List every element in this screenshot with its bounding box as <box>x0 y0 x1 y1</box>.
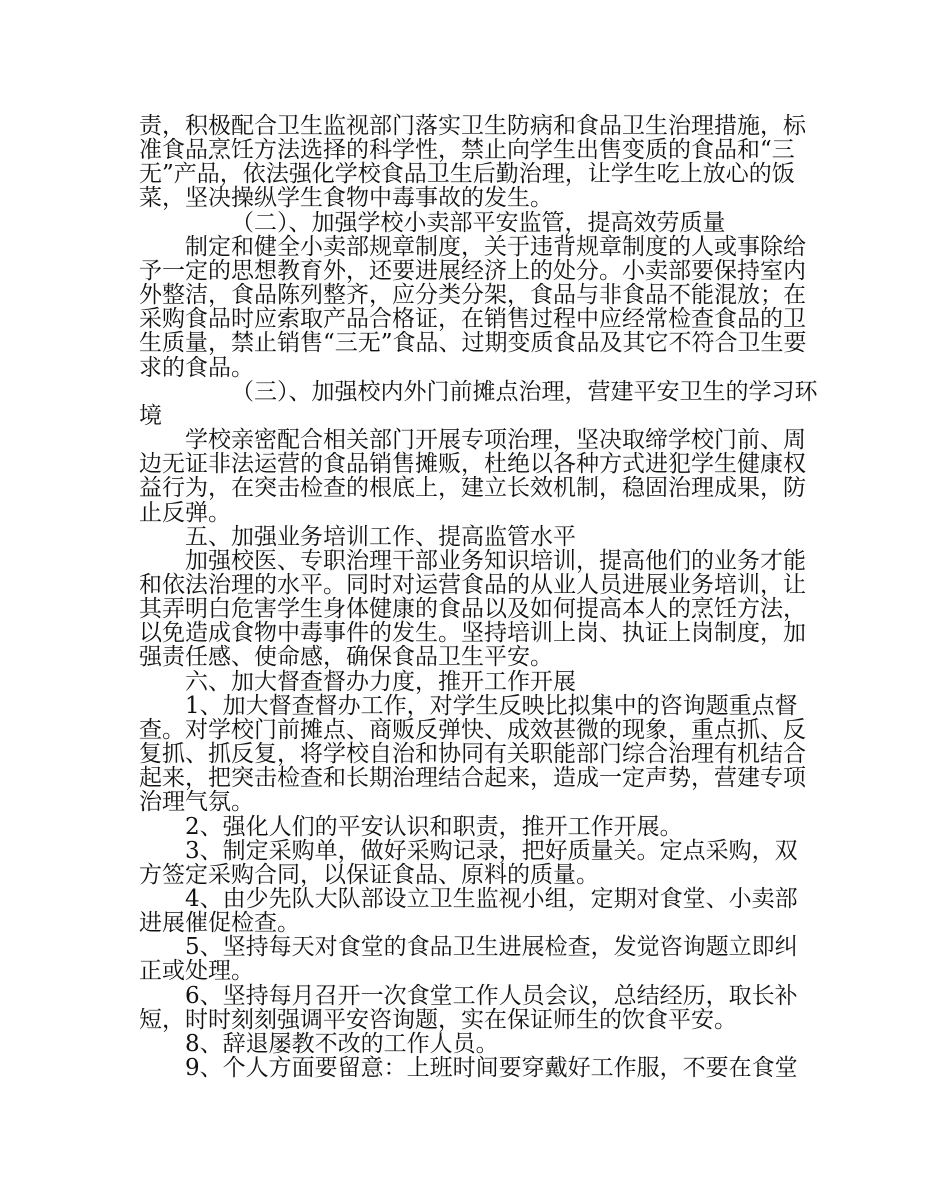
paragraph: 责，积极配合卫生监视部门落实卫生防病和食品卫生治理措施，标准食品烹饪方法选择的科学性，禁止向学生出售变质的食品和“三无”产品，依法强化学校食品卫生后勤治理，让学生吃上放心的饭菜，坚决操纵学生食物中毒事故的发生。 <box>139 113 806 212</box>
paragraph: 学校亲密配合相关部门开展专项治理，坚决取缔学校门前、周边无证非法运营的食品销售摊贩，杜绝以各种方式进犯学生健康权益行为，在突击检查的根底上，建立长效机制，稳固治理成果，防止反弹。 <box>139 427 806 526</box>
paragraph: 2、强化人们的平安认识和职责，推开工作开展。 <box>185 813 683 840</box>
paragraph: 6、坚持每月召开一次食堂工作人员会议，总结经历，取长补短，时时刻刻强调平安咨询题，实在保证师生的饮食平安。 <box>139 982 798 1033</box>
paragraph: 5、坚持每天对食堂的食品卫生进展检查，发觉咨询题立即纠正或处理。 <box>139 934 798 985</box>
paragraph: 9、个人方面要留意：上班时间要穿戴好工作服，不要在食堂 <box>185 1055 798 1082</box>
paragraph: 8、辞退屡教不改的工作人员。 <box>185 1030 499 1057</box>
paragraph: 1、加大督查督办工作，对学生反映比拟集中的咨询题重点督查。对学校门前摊点、商贩反弹快、成效甚微的现象，重点抓、反复抓、抓反复，将学校自治和协同有关职能部门综合治理有机结合起来，把突击检查和长期治理结合起来，造成一定声势，营建专项治理气氛。 <box>139 692 806 816</box>
paragraph: 加强校医、专职治理干部业务知识培训，提高他们的业务才能和依法治理的水平。同时对运营食品的从业人员进展业务培训，让其弄明白危害学生身体健康的食品以及如何提高本人的烹饪方法，以免造成食物中毒事件的发生。坚持培训上岗、执证上岗制度，加强责任感、使命感，确保食品卫生平安。 <box>139 547 806 671</box>
paragraph: 3、制定采购单，做好采购记录，把好质量关。定点采购，双方签定采购合同，以保证食品、原料的质量。 <box>139 837 798 888</box>
paragraph: 4、由少先队大队部设立卫生监视小组，定期对食堂、小卖部进展催促检查。 <box>139 886 798 937</box>
paragraph: （三）、加强校内外门前摊点治理，营建平安卫生的学习环境 <box>139 378 818 429</box>
document-body <box>139 114 819 1080</box>
paragraph: （二）、加强学校小卖部平安监管，提高效劳质量 <box>231 209 726 236</box>
paragraph: 六、加大督查督办力度，推开工作开展 <box>185 668 576 695</box>
paragraph: 制定和健全小卖部规章制度，关于违背规章制度的人或事除给予一定的思想教育外，还要进展经济上的处分。小卖部要保持室内外整洁，食品陈列整齐，应分类分架，食品与非食品不能混放；在采购食品时应索取产品合格证，在销售过程中应经常检查食品的卫生质量，禁止销售“三无”食品、过期变质食品及其它不符合卫生要求的食品。 <box>139 233 807 381</box>
paragraph: 五、加强业务培训工作、提高监管水平 <box>185 523 576 550</box>
